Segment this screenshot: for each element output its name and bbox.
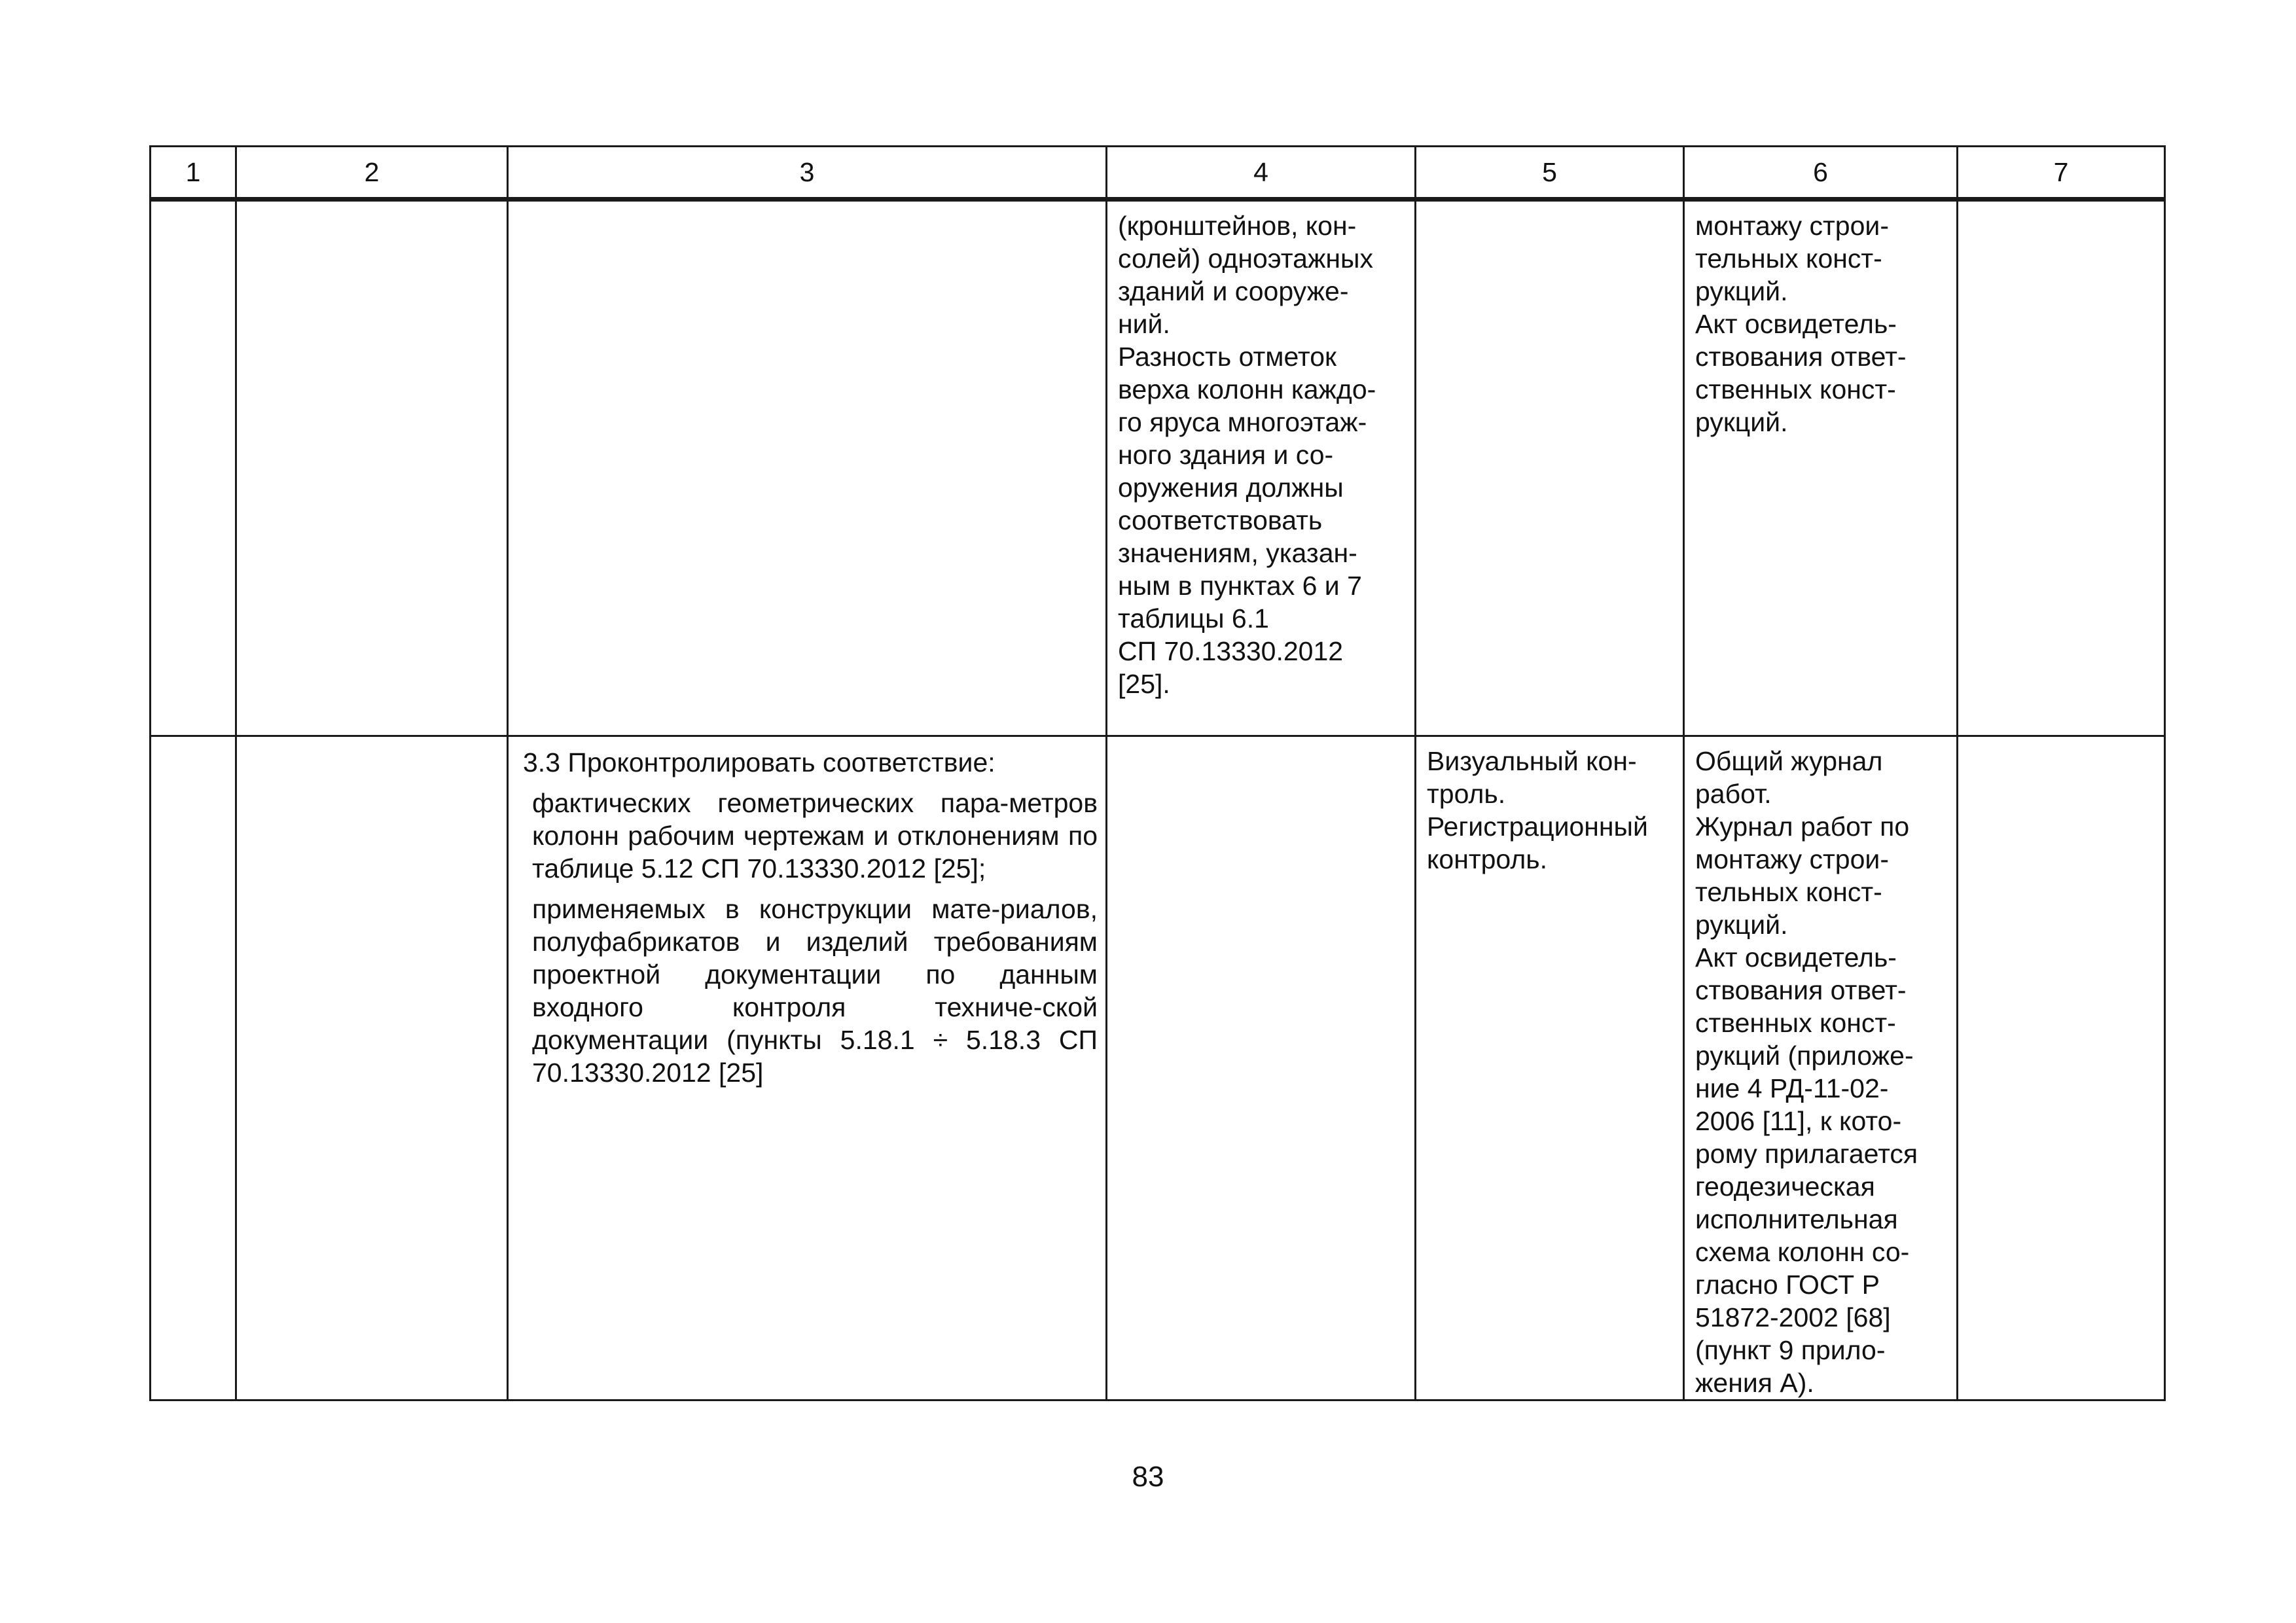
cell-r1-c7 xyxy=(1958,200,2165,736)
documents-text: Общий журнал работ. Журнал работ по монтажу строи- тельных конст- рукций. Акт освидетель- ствования ответ- ственных конст- рукций (приложе- ние 4 РД-11-02- 2006 [11], к кото- рому прилагается геодезическая исполнительная схема колонн со- гласно ГОСТ Р 51872-2002 [68] (пункт 9 прило- жения А). xyxy=(1695,746,1918,1398)
cell-r1-c3 xyxy=(508,200,1107,736)
table-row xyxy=(151,736,2165,1400)
cell-r2-c4 xyxy=(1107,736,1416,1400)
cell-r1-c4 xyxy=(1107,200,1416,736)
control-operation xyxy=(509,737,1105,1089)
cell-r1-c2 xyxy=(236,200,508,736)
operation-title: 3.3 Проконтролировать соответствие: xyxy=(523,747,996,777)
cell-r2-c1 xyxy=(151,736,236,1400)
column-header-7: 7 xyxy=(1958,147,2165,200)
inspection-table xyxy=(149,145,2166,1401)
cell-r1-c5 xyxy=(1416,200,1684,736)
page-number: 83 xyxy=(1132,1461,1164,1493)
control-method-text: Визуальный кон- троль. Регистрационный контроль. xyxy=(1427,746,1648,874)
column-header-4: 4 xyxy=(1107,147,1416,200)
requirement-text: (кронштейнов, кон- солей) одноэтажных зданий и сооруже- ний. Разность отметок верха колонн каждо- го яруса многоэтаж- ного здания и со- оружения должны соответствовать значениям, указан- ным в пунктах 6 и 7 таблицы 6.1 СП 70.13330.2012 [25]. xyxy=(1118,211,1376,699)
column-header-1: 1 xyxy=(151,147,236,200)
documents-text: монтажу строи- тельных конст- рукций. Акт освидетель- ствования ответ- ственных конст- рукций. xyxy=(1695,211,1907,437)
cell-r1-c6 xyxy=(1684,200,1958,736)
cell-r2-c3 xyxy=(508,736,1107,1400)
operation-item-geometry: фактических геометрических пара-метров колонн рабочим чертежам и отклонениям по таблице 5.12 СП 70.13330.2012 [25]; xyxy=(532,788,1098,883)
table-header-row xyxy=(151,147,2165,200)
column-header-2: 2 xyxy=(236,147,508,200)
table-row xyxy=(151,200,2165,736)
operation-item-materials: применяемых в конструкции мате-риалов, полуфабрикатов и изделий требованиям проектной документации по данным входного контроля техниче-ской документации (пункты 5.18.1 ÷ 5.18.3 СП 70.13330.2012 [25] xyxy=(532,894,1098,1088)
cell-r2-c7 xyxy=(1958,736,2165,1400)
column-header-5: 5 xyxy=(1416,147,1684,200)
cell-r2-c2 xyxy=(236,736,508,1400)
column-header-6: 6 xyxy=(1684,147,1958,200)
column-header-3: 3 xyxy=(508,147,1107,200)
cell-r1-c1 xyxy=(151,200,236,736)
cell-r2-c6 xyxy=(1684,736,1958,1400)
cell-r2-c5 xyxy=(1416,736,1684,1400)
